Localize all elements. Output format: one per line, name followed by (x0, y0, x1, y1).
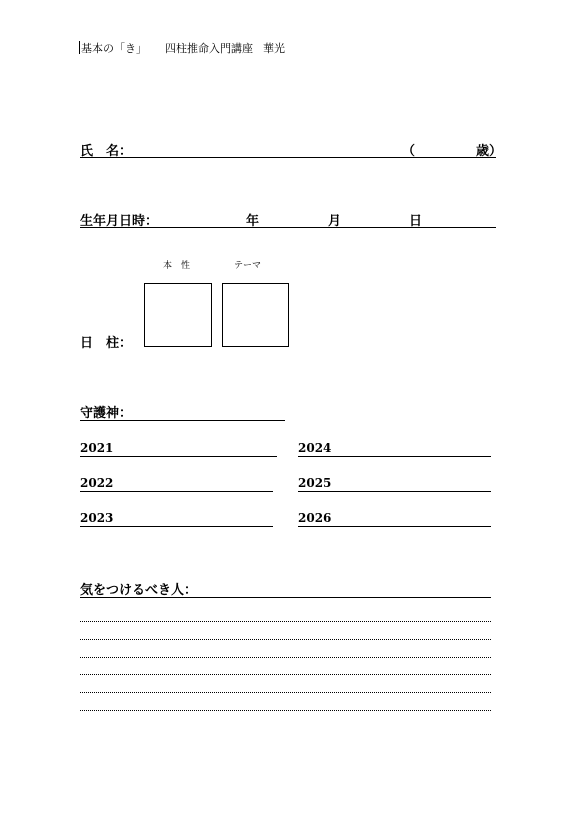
dotted-line (80, 657, 491, 658)
nature-box[interactable] (144, 283, 212, 347)
birth-underline (80, 227, 496, 228)
guardian-label: 守護神： (80, 406, 133, 421)
day-pillar-label: 日 柱： (80, 336, 133, 351)
dotted-line (80, 710, 491, 711)
theme-column-label: テーマ (234, 261, 262, 271)
year-2026-label: 2026 (298, 511, 332, 525)
age-open-paren: （ (402, 144, 416, 159)
year-2023-underline (80, 526, 273, 527)
caution-people-label: 気をつけるべき人： (80, 583, 198, 598)
year-2021-label: 2021 (80, 441, 114, 455)
dotted-line (80, 639, 491, 640)
year-2025-label: 2025 (298, 476, 332, 490)
name-label: 氏 名： (80, 144, 133, 159)
birth-datetime-label: 生年月日時： (80, 214, 159, 229)
year-2022-underline (80, 491, 273, 492)
year-2023-label: 2023 (80, 511, 114, 525)
header-course-title: 基本の「き」 (81, 42, 147, 55)
dotted-line (80, 692, 491, 693)
document-header (79, 40, 285, 56)
year-2024-label: 2024 (298, 441, 332, 455)
text-cursor (79, 41, 80, 54)
name-underline (80, 157, 496, 158)
header-author: 華光 (263, 42, 285, 55)
guardian-underline (80, 420, 285, 421)
day-unit-label: 日 (409, 214, 423, 229)
year-2022-label: 2022 (80, 476, 114, 490)
year-2024-underline (298, 456, 491, 457)
nature-column-label: 本 性 (163, 261, 191, 271)
year-2026-underline (298, 526, 491, 527)
caution-underline (80, 597, 491, 598)
year-2025-underline (298, 491, 491, 492)
dotted-line (80, 621, 491, 622)
year-unit-label: 年 (246, 214, 260, 229)
theme-box[interactable] (222, 283, 289, 347)
dotted-line (80, 674, 491, 675)
age-label: 歳） (476, 144, 503, 159)
year-2021-underline (80, 456, 277, 457)
month-unit-label: 月 (328, 214, 342, 229)
header-course-name: 四柱推命入門講座 (165, 42, 253, 55)
